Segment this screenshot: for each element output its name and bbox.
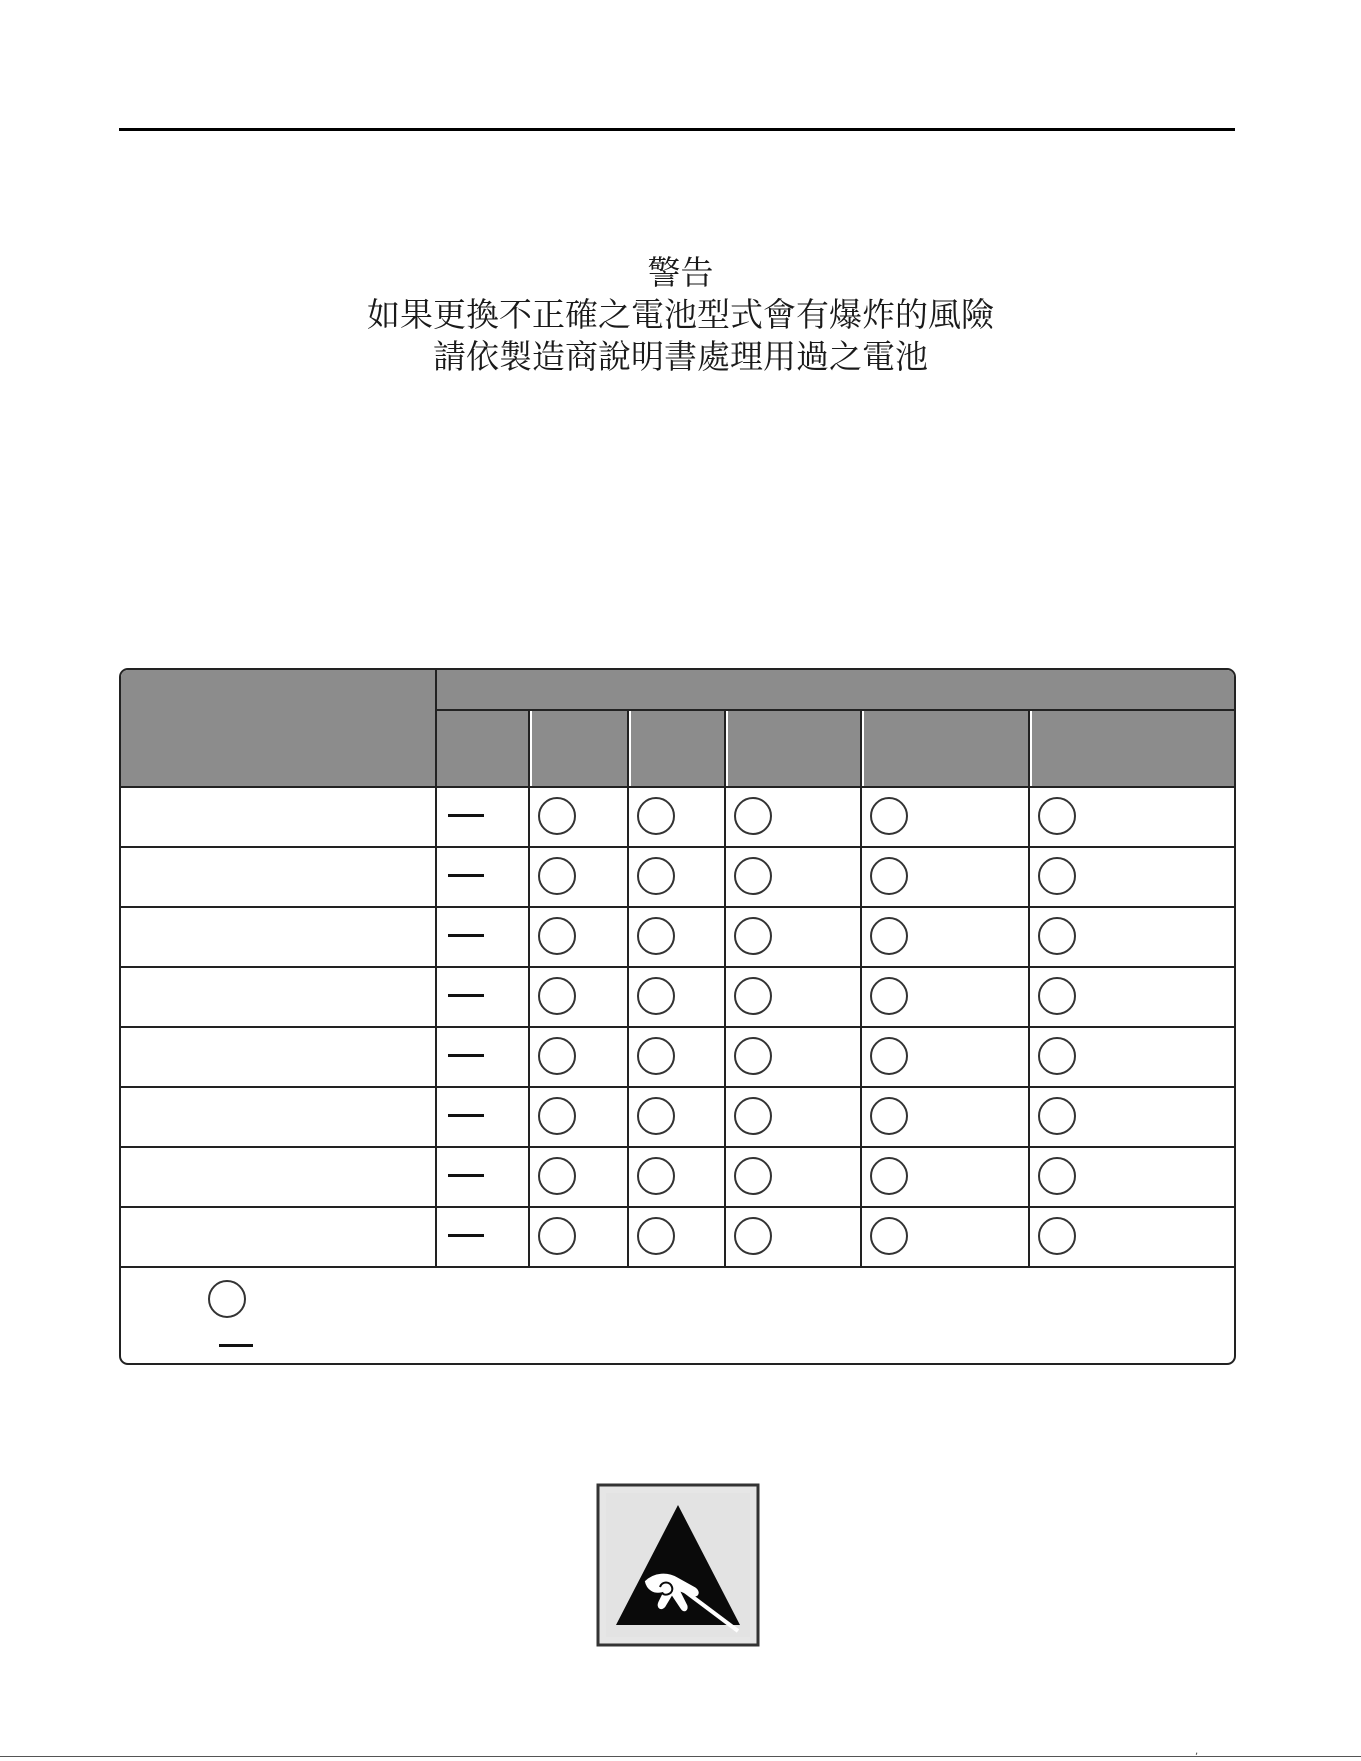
compliant-circle xyxy=(1038,977,1076,1015)
not-applicable-dash xyxy=(448,994,484,997)
legend-circle xyxy=(208,1280,246,1318)
table-rule xyxy=(121,1146,1234,1148)
compliant-circle xyxy=(538,917,576,955)
page-mark: , xyxy=(1195,1746,1199,1757)
compliant-circle xyxy=(538,1037,576,1075)
compliant-circle xyxy=(734,857,772,895)
table-subheader-6 xyxy=(1032,711,1234,786)
table-subheader-1 xyxy=(437,711,530,786)
table-column-rule xyxy=(627,711,629,1266)
table-rule xyxy=(121,1086,1234,1088)
compliant-circle xyxy=(637,1217,675,1255)
compliant-circle xyxy=(637,857,675,895)
table-rule xyxy=(121,786,1234,788)
table-rule xyxy=(121,906,1234,908)
warning-line-2: 請依製造商說明書處理用過之電池 xyxy=(433,337,928,376)
compliant-circle xyxy=(637,1097,675,1135)
table-column-rule xyxy=(435,670,437,1266)
esd-warning-icon xyxy=(596,1483,760,1647)
compliant-circle xyxy=(734,1157,772,1195)
compliant-circle xyxy=(538,857,576,895)
table-header-part xyxy=(121,670,435,786)
compliant-circle xyxy=(637,977,675,1015)
not-applicable-dash xyxy=(448,874,484,877)
compliant-circle xyxy=(637,1157,675,1195)
hazardous-substance-table xyxy=(119,668,1236,1365)
compliant-circle xyxy=(870,1217,908,1255)
not-applicable-dash xyxy=(448,1054,484,1057)
compliant-circle xyxy=(870,1037,908,1075)
table-rule xyxy=(121,966,1234,968)
compliant-circle xyxy=(1038,797,1076,835)
compliant-circle xyxy=(870,1097,908,1135)
not-applicable-dash xyxy=(448,934,484,937)
compliant-circle xyxy=(538,1217,576,1255)
compliant-circle xyxy=(637,1037,675,1075)
table-subheader-3 xyxy=(631,711,726,786)
table-column-rule xyxy=(1028,711,1030,1266)
not-applicable-dash xyxy=(448,1114,484,1117)
table-header-group xyxy=(437,670,1234,709)
compliant-circle xyxy=(538,1097,576,1135)
table-column-rule xyxy=(724,711,726,1266)
compliant-circle xyxy=(870,1157,908,1195)
compliant-circle xyxy=(1038,857,1076,895)
table-rule xyxy=(121,1266,1234,1268)
warning-title: 警告 xyxy=(647,253,714,292)
compliant-circle xyxy=(734,1097,772,1135)
compliant-circle xyxy=(637,797,675,835)
not-applicable-dash xyxy=(448,814,484,817)
bottom-rule xyxy=(0,1756,1361,1757)
top-rule xyxy=(119,128,1235,131)
table-subheader-4 xyxy=(728,711,862,786)
compliant-circle xyxy=(1038,1157,1076,1195)
compliant-circle xyxy=(734,1037,772,1075)
compliant-circle xyxy=(870,857,908,895)
table-rule xyxy=(121,1026,1234,1028)
not-applicable-dash xyxy=(448,1234,484,1237)
compliant-circle xyxy=(734,1217,772,1255)
compliant-circle xyxy=(870,917,908,955)
compliant-circle xyxy=(870,977,908,1015)
table-rule xyxy=(121,1206,1234,1208)
compliant-circle xyxy=(1038,1217,1076,1255)
compliant-circle xyxy=(538,1157,576,1195)
table-rule xyxy=(121,846,1234,848)
compliant-circle xyxy=(1038,1037,1076,1075)
warning-line-1: 如果更換不正確之電池型式會有爆炸的風險 xyxy=(367,295,994,334)
compliant-circle xyxy=(734,977,772,1015)
compliant-circle xyxy=(637,917,675,955)
compliant-circle xyxy=(538,977,576,1015)
table-column-rule xyxy=(860,711,862,1266)
not-applicable-dash xyxy=(448,1174,484,1177)
battery-warning xyxy=(0,252,1361,378)
compliant-circle xyxy=(734,797,772,835)
table-rule xyxy=(437,709,1234,711)
compliant-circle xyxy=(870,797,908,835)
compliant-circle xyxy=(734,917,772,955)
table-column-rule xyxy=(528,711,530,1266)
compliant-circle xyxy=(538,797,576,835)
compliant-circle xyxy=(1038,917,1076,955)
table-subheader-2 xyxy=(532,711,629,786)
table-subheader-5 xyxy=(864,711,1030,786)
legend-dash xyxy=(219,1344,253,1347)
compliant-circle xyxy=(1038,1097,1076,1135)
